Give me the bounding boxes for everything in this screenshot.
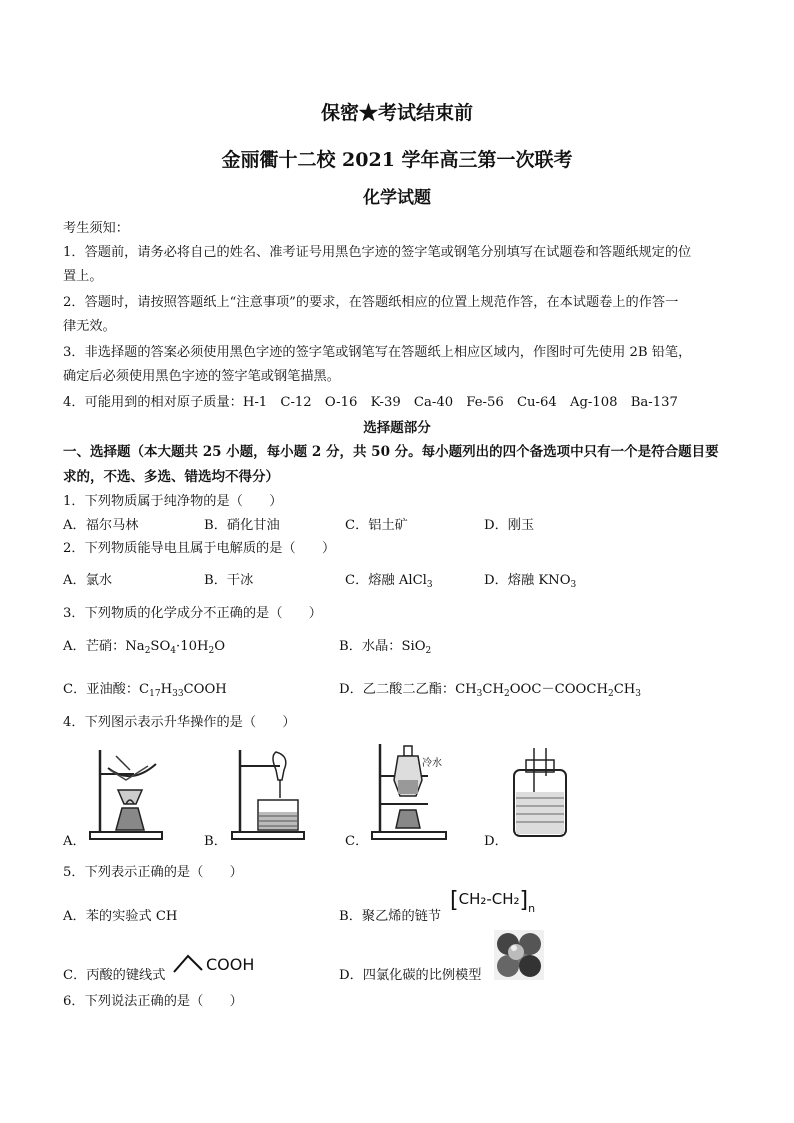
section-heading-a: 一、选择题（本大题共 25 小题，每小题 2 分，共 50 分。每小题列出的四个备选项中只有一个是符合题目要: [63, 444, 719, 460]
q4-option-b-label: B．: [204, 834, 227, 849]
notice-item-3b: 确定后必须使用黑色字迹的签字笔或钢笔描黑。: [63, 369, 340, 384]
subject-title: 化学试题: [363, 188, 431, 208]
q2-option-b: B．干冰: [204, 573, 254, 588]
q4-stem: 4．下列图示表示升华操作的是（ ）: [63, 715, 296, 730]
q5-stem: 5．下列表示正确的是（ ）: [63, 865, 243, 880]
notice-heading: 考生须知：: [63, 221, 129, 236]
q4-apparatus-a-figure: [86, 746, 166, 842]
q5-option-c: C．丙酸的键线式: [63, 968, 166, 983]
q5-ccl4-space-filling-model: [494, 930, 544, 980]
q3-option-c: C．亚油酸：$C_{17}H_{33}COOH$: [63, 682, 227, 699]
section-heading-b: 求的，不选、多选、错选均不得分）: [63, 469, 279, 485]
q1-option-a: A．福尔马林: [63, 518, 139, 533]
q1-option-b: B．硝化甘油: [204, 518, 280, 533]
q3-stem: 3．下列物质的化学成分不正确的是（ ）: [63, 606, 322, 621]
confidential-label: 保密★考试结束前: [320, 102, 473, 124]
notice-item-4: 4．可能用到的相对原子质量：H-1 C-12 O-16 K-39 Ca-40 Fe-56 Cu-64 Ag-108 Ba-137: [63, 395, 678, 410]
q4-option-c-label: C．: [345, 834, 369, 849]
notice-item-2a: 2．答题时，请按照答题纸上“注意事项”的要求，在答题纸相应的位置上规范作答，在本试题卷上的作答一: [63, 295, 679, 310]
notice-item-3a: 3．非选择题的答案必须使用黑色字迹的签字笔或钢笔写在答题纸上相应区域内，作图时可先使用 2B 铅笔，: [63, 345, 692, 360]
q4-apparatus-b-figure: [228, 746, 308, 842]
q6-stem: 6．下列说法正确的是（ ）: [63, 994, 243, 1009]
part-title: 选择题部分: [363, 420, 431, 436]
q1-option-d: D．刚玉: [484, 518, 535, 533]
q4-option-d-label: D．: [484, 834, 508, 849]
q5-cooh-text: COOH: [206, 955, 255, 974]
q3-option-b: B．水晶：SiO$_2$: [339, 639, 432, 656]
q5-option-d: D．四氯化碳的比例模型: [339, 968, 482, 983]
q2-option-c: C．熔融 AlCl$_3$: [345, 573, 433, 590]
q1-option-c: C．铝土矿: [345, 518, 408, 533]
q2-option-d: D．熔融 $KNO_3$: [484, 573, 577, 590]
q4-option-a-label: A．: [63, 834, 86, 849]
q4-apparatus-d-figure: [506, 746, 576, 842]
q4-apparatus-c-figure: [368, 740, 450, 842]
q3-option-d: D．乙二酸二乙酯：$CH_3CH_2OOC-COOCH_2CH_3$: [339, 682, 642, 699]
q1-stem: 1．下列物质属于纯净物的是（ ）: [63, 494, 283, 509]
q5-option-a: A．苯的实验式 CH: [63, 909, 178, 924]
q4-cold-water-label: 冷水: [422, 758, 442, 769]
q5-propanoic-acid-skeletal: [172, 952, 204, 974]
q5-polyethylene-unit: $[CH_2-CH_2]_n$: [450, 888, 536, 915]
notice-item-1a: 1．答题前，请务必将自己的姓名、准考证号用黑色字迹的签字笔或钢笔分别填写在试题卷和答题纸规定的位: [63, 245, 692, 260]
notice-item-1b: 置上。: [63, 269, 103, 284]
q3-option-a: A．芒硝：$Na_2SO_4\cdot 10H_2O$: [63, 639, 226, 656]
notice-item-2b: 律无效。: [63, 319, 116, 334]
exam-title: 金丽衢十二校 2021 学年高三第一次联考: [221, 149, 573, 171]
q5-option-b: B．聚乙烯的链节: [339, 909, 442, 924]
q2-stem: 2．下列物质能导电且属于电解质的是（ ）: [63, 541, 336, 556]
q2-option-a: A．氯水: [63, 573, 113, 588]
